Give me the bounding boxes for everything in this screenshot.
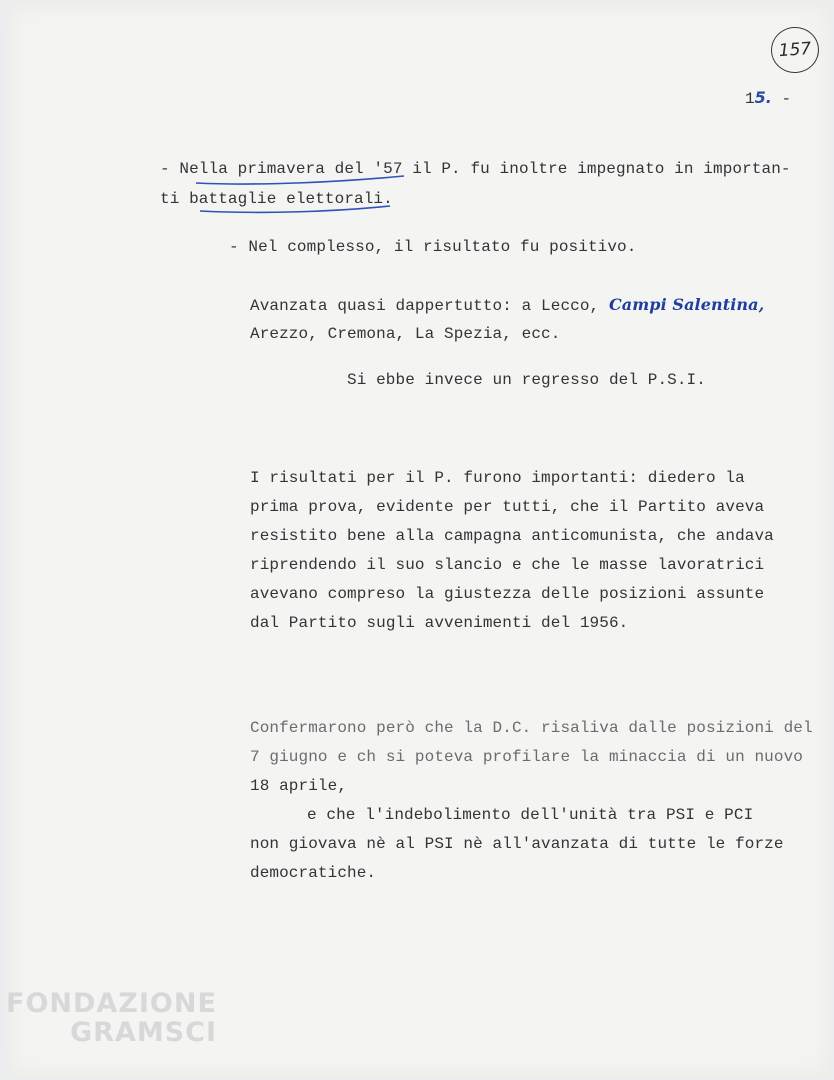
text-line-8: prima prova, evidente per tutti, che il Partito aveva (250, 498, 765, 516)
underline-battaglie (200, 206, 390, 212)
text-line-17: non giovava nè al PSI nè all'avanzata di tutte le forze (250, 835, 784, 853)
text-line-16: e che l'indebolimento dell'unità tra PSI e PCI (307, 806, 754, 824)
page-number-handwritten: 5. (754, 88, 772, 107)
text-line-3: - Nel complesso, il risultato fu positivo. (229, 238, 637, 256)
underline-primavera (196, 176, 404, 184)
archive-number: 157 (778, 38, 812, 62)
text-line-15: 18 aprile, (250, 777, 348, 795)
text-line-12: dal Partito sugli avvenimenti del 1956. (250, 614, 629, 632)
text-line-11: avevano compreso la giustezza delle posizioni assunte (250, 585, 765, 603)
text-line-9: resistito bene alla campagna anticomunista, che andava (250, 527, 774, 545)
text-line-6: Si ebbe invece un regresso del P.S.I. (347, 371, 706, 389)
text-line-14: 7 giugno e ch si poteva profilare la minaccia di un nuovo (250, 748, 803, 766)
text-line-2: ti battaglie elettorali. (160, 190, 393, 208)
text-line-5: Arezzo, Cremona, La Spezia, ecc. (250, 325, 561, 343)
text-line-10: riprendendo il suo slancio e che le masse lavoratrici (250, 556, 765, 574)
text-line-1: - Nella primavera del '57 il P. fu inoltre impegnato in importan- (160, 160, 791, 178)
text-line-13: Confermarono però che la D.C. risaliva dalle posizioni del (250, 719, 813, 737)
fondazione-gramsci-watermark: FONDAZIONE GRAMSCI (6, 988, 218, 1048)
handwritten-correction-c: Campi Salentina, (608, 295, 765, 314)
text-line-18: democratiche. (250, 864, 377, 882)
page-number: 15. - (745, 88, 792, 108)
text-line-4: Avanzata quasi dappertutto: a Lecco, Campi Salentina, (250, 295, 765, 315)
text-line-7: I risultati per il P. furono importanti: diedero la (250, 469, 745, 487)
